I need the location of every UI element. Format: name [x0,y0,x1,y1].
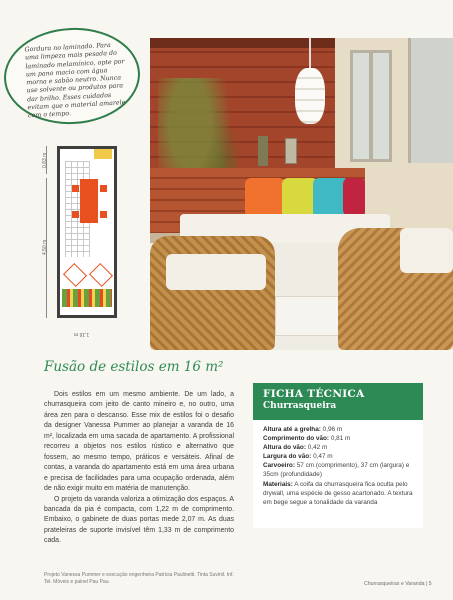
orange-cushion [245,178,285,218]
body-paragraph: O projeto da varanda valoriza a otimização dos espaços. A bancada da pia é compacta, com 1,22 m de comprimento. Embaixo, o gabinete de duas portas mede 2,07 m. As duas prateleiras de suporte invisível têm 1,33 m de comprimento cada. [44,495,234,545]
tip-text: Gordura no laminado. Para uma limpeza mais pesada do laminado melamínico, opte por um pano macio com água morna e sabão neutro. Nunca use solvente ou produtos para dar brilho. Esses cuidados evitam que o material amarele com o tempo. [24,41,126,120]
article-heading: Fusão de estilos em 16 m² [44,359,224,375]
pendant-lamp [295,68,325,124]
plan-bench [62,289,112,307]
red-cushion [343,178,365,216]
plan-dim-main: 4,50 m [42,239,48,255]
plan-table [80,179,98,223]
floor-plan [57,146,117,318]
armchair-cushion [166,254,266,290]
spec-row: Comprimento do vão: 0,81 m [263,435,351,443]
window-right [408,38,453,163]
wicker-armchair-left [150,236,275,350]
spec-row: Largura do vão: 0,47 m [263,453,333,461]
plan-chair [100,211,107,218]
balcony-photo [150,38,453,350]
spec-box-title: FICHA TÉCNICA [263,388,365,400]
plan-counter [94,149,112,159]
plan-chair [72,211,79,218]
page-footer: Churrasqueiras e Varanda | 5 [364,581,432,587]
body-paragraph: Dois estilos em um mesmo ambiente. De um lado, a churrasqueira com jeito de canto mineiro e, no outro, uma área zen para o descanso. Esse mix de estilos foi o desafio da designer Vanessa Pummer ao planejar a varanda de 16 m², localizada em uma sacada de apartamento. A profissional recorreu a objetos nos estilos rústico e alternativo que fossem, ao mesmo tempo, práticos e versáteis. Afinal de contas, a varanda do apartamento está em uma área urbana e precisa de facilidades para uma ocupação ordenada, além de não exigir muito em matéria de manutenção. [44,391,234,493]
coffee-table [275,296,340,336]
ceiling-beam [150,38,355,48]
plan-chair [100,185,107,192]
spec-row: Materiais: A coifa da churrasqueira fica oculta pelo drywall, uma espécie de gesso acartonado. A textura em bege segue a tonalidade da varanda [263,480,413,506]
spec-row: Carvoeiro: 57 cm (comprimento), 37 cm (largura) e 35cm (profundidade) [263,462,410,479]
lamp-cord [309,38,311,68]
plan-dim-top: 0,83 m [42,152,48,168]
wicker-armchair-right [338,228,453,350]
spec-box-header [253,383,423,420]
plan-armchair [63,263,87,287]
lantern [285,138,297,164]
shelf-decor [258,136,268,166]
plan-armchair [89,263,113,287]
spec-list [253,420,423,512]
article-body [44,390,234,547]
spec-box [253,383,423,528]
photo-credits: Projeto Vanessa Pummer e execução engenheira Patrícia Paulinetti. Tinta Suvinil. Inf. Tel. Móveis e painel Pau Pau. [44,572,234,585]
plan-dim-bottom: 1,16 m [74,331,90,337]
spec-row: Altura do vão: 0,42 m [263,444,328,452]
spec-box-subtitle: Churrasqueira [263,401,337,411]
tip-bubble [2,25,143,128]
window [350,50,392,162]
spec-row: Altura até a grelha: 0,96 m [263,426,343,433]
plan-chair [72,185,79,192]
armchair-cushion [400,228,453,273]
